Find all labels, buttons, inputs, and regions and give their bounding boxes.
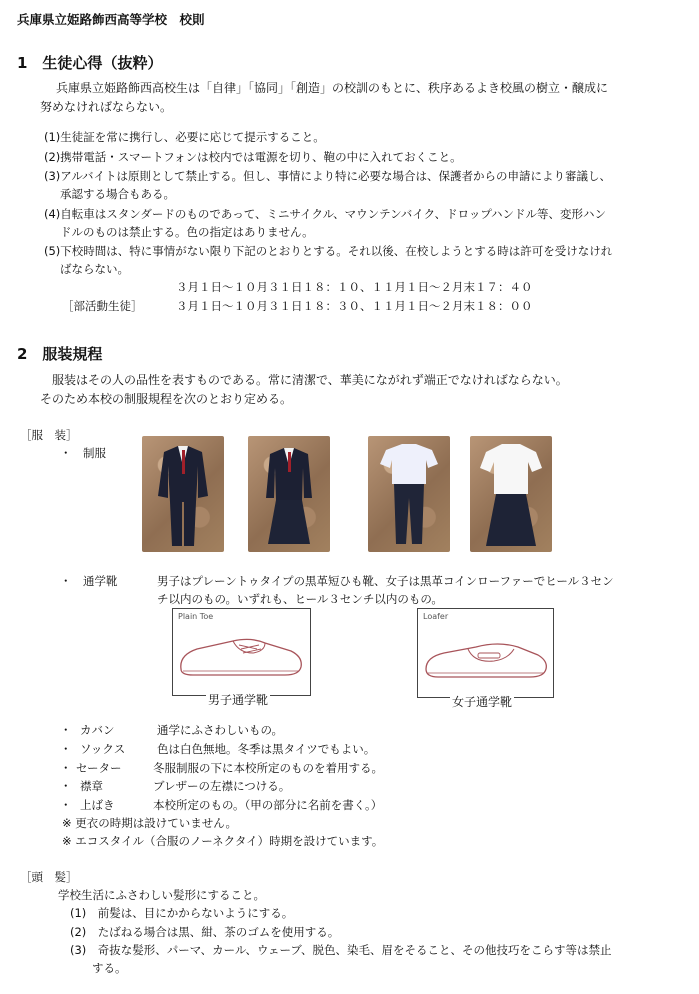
bag-rule: 通学にふさわしいもの。	[157, 723, 284, 737]
plain-toe-label: Plain Toe	[178, 612, 214, 621]
hair-rule-1: (1) 前髪は、目にかからないようにする。	[70, 906, 294, 920]
section-2-intro-line1: 服装はその人の品性を表すものである。常に清潔で、華美にながれず端正でなければならない。	[52, 373, 568, 387]
loafer-label: Loafer	[423, 612, 449, 621]
female-shoe-caption: 女子通学靴	[452, 695, 513, 709]
rule-item-5-cont: ばならない。	[60, 262, 129, 276]
rule-item-3: (3)アルバイトは原則として禁止する。但し、事情により特に必要な場合は、保護者からの申請により審議し、	[44, 169, 612, 183]
rule-item-4-cont: ドルのものは禁止する。色の指定はありません。	[60, 225, 314, 239]
rule-item-2: (2)携帯電話・スマートフォンは校内では電源を切り、鞄の中に入れておくこと。	[44, 150, 462, 164]
section-1-intro-line1: 兵庫県立姫路飾西高校生は「自律」「協同」「創造」の校訓のもとに、秩序あるよき校風の樹立・醸成に	[56, 81, 609, 95]
collar-badge-rule: ブレザーの左襟につける。	[153, 779, 291, 793]
girls-winter-uniform-photo	[248, 436, 330, 552]
boys-summer-uniform-photo	[368, 436, 450, 552]
rule-item-3-cont: 承認する場合もある。	[60, 187, 175, 201]
hair-rule-3-cont: する。	[92, 961, 127, 975]
item-bullet: ・	[60, 761, 72, 775]
section-2-heading: 2 服装規程	[17, 345, 103, 363]
hair-rule-3: (3) 奇抜な髪形、パーマ、カール、ウェーブ、脱色、染毛、眉をそること、その他技巧をこらす等は禁止	[70, 943, 612, 957]
female-shoe-illustration	[417, 608, 554, 698]
hair-label: ［頭 髪］	[20, 870, 78, 884]
socks-label: ソックス	[80, 742, 126, 756]
school-shoes-rule-line1: 男子はプレーントゥタイプの黒革短ひも靴、女子は黒革コインローファーでヒール３セン	[157, 574, 614, 588]
male-shoe-illustration	[172, 608, 311, 696]
item-bullet: ・	[60, 779, 72, 793]
club-members-label: ［部活動生徒］	[62, 299, 143, 313]
section-2-intro-line2: そのため本校の制服規程を次のとおり定める。	[40, 392, 293, 406]
item-bullet: ・	[60, 798, 72, 812]
note-eco-style: ※ エコスタイル（合服のノーネクタイ）時期を設けています。	[62, 834, 384, 848]
indoor-shoes-label: 上ばき	[80, 798, 115, 812]
item-bullet: ・	[60, 723, 72, 737]
socks-rule: 色は白色無地。冬季は黒タイツでもよい。	[157, 742, 376, 756]
sweater-label: セーター	[76, 761, 122, 775]
rule-item-5: (5)下校時間は、特に事情がない限り下記のとおりとする。それ以後、在校しようとする時は許可を受けなけれ	[44, 244, 613, 258]
dismissal-time-general: ３月１日～１０月３１日１８：１０、１１月１日～２月末１７：４０	[176, 280, 533, 294]
clothing-label: ［服 装］	[20, 428, 78, 442]
boys-winter-uniform-photo	[142, 436, 224, 552]
school-shoes-label: ・ 通学靴	[60, 574, 118, 588]
dismissal-time-club: ３月１日～１０月３１日１８：３０、１１月１日～２月末１８：００	[176, 299, 533, 313]
girls-summer-uniform-photo	[470, 436, 552, 552]
item-bullet: ・	[60, 742, 72, 756]
sweater-rule: 冬服制服の下に本校所定のものを着用する。	[153, 761, 383, 775]
section-1-heading: 1 生徒心得（抜粋）	[17, 54, 163, 72]
collar-badge-label: 襟章	[80, 779, 103, 793]
male-shoe-caption: 男子通学靴	[208, 693, 269, 707]
rule-item-1: (1)生徒証を常に携行し、必要に応じて提示すること。	[44, 130, 325, 144]
hair-intro: 学校生活にふさわしい髪形にすること。	[58, 888, 265, 902]
section-1-intro-line2: 努めなければならない。	[40, 100, 173, 114]
hair-rule-2: (2) たばねる場合は黒、紺、茶のゴムを使用する。	[70, 925, 340, 939]
rule-item-4: (4)自転車はスタンダードのものであって、ミニサイクル、マウンテンバイク、ドロップハンドル等、変形ハン	[44, 207, 606, 221]
note-seasonal-change: ※ 更衣の時期は設けていません。	[62, 816, 237, 830]
uniform-label: ・ 制服	[60, 446, 106, 460]
bag-label: カバン	[80, 723, 115, 737]
school-shoes-rule-line2: チ以内のもの。いずれも、ヒール３センチ以内のもの。	[157, 592, 443, 606]
indoor-shoes-rule: 本校所定のもの。（甲の部分に名前を書く。）	[153, 798, 383, 812]
document-title: 兵庫県立姫路飾西高等学校 校則	[17, 12, 205, 27]
